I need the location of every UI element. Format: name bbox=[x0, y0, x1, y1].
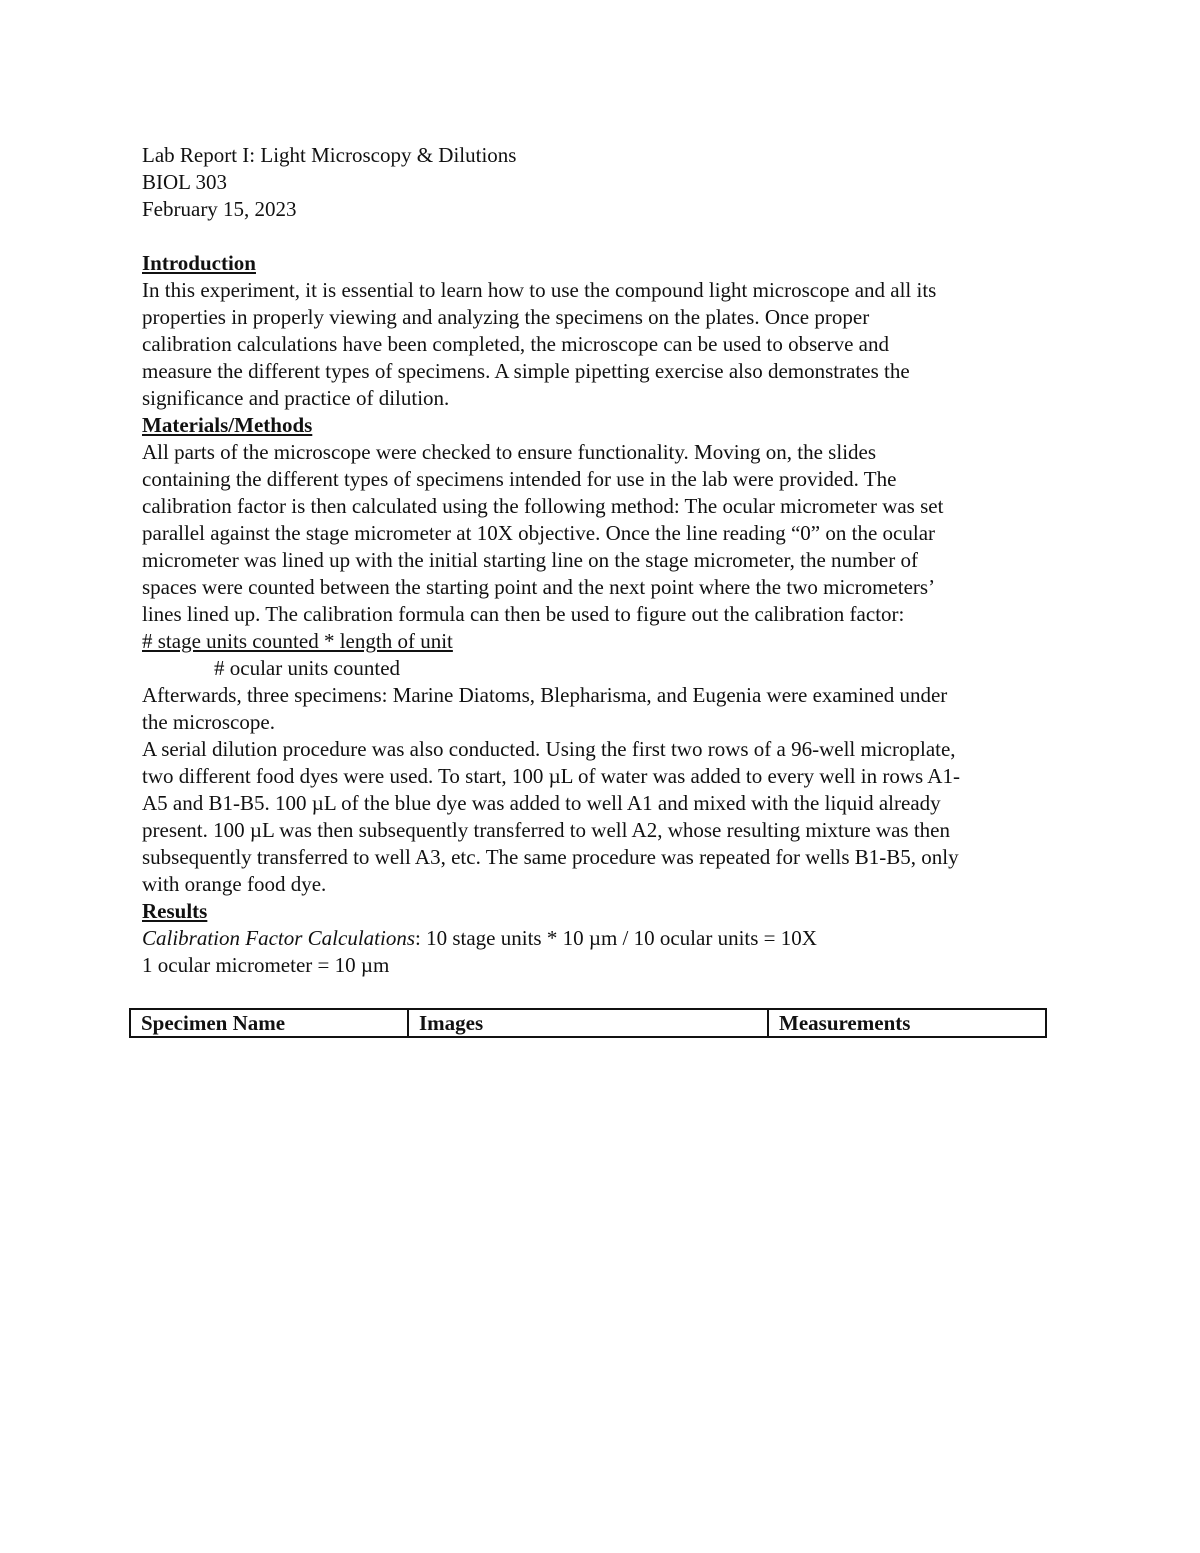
formula-numerator: # stage units counted * length of unit bbox=[142, 629, 453, 653]
table-header-row bbox=[130, 1009, 1046, 1037]
methods-line: A serial dilution procedure was also conducted. Using the first two rows of a 96-well microplate, bbox=[142, 737, 956, 761]
document-body bbox=[142, 142, 1062, 979]
introduction-heading: Introduction bbox=[142, 251, 256, 275]
methods-line: Afterwards, three specimens: Marine Diatoms, Blepharisma, and Eugenia were examined under bbox=[142, 683, 948, 707]
methods-line: micrometer was lined up with the initial starting line on the stage micrometer, the number of bbox=[142, 548, 918, 572]
column-header-images: Images bbox=[408, 1009, 768, 1037]
formula-denominator: # ocular units counted bbox=[214, 656, 401, 680]
calibration-label: Calibration Factor Calculations bbox=[142, 926, 416, 950]
methods-line: with orange food dye. bbox=[142, 872, 327, 896]
methods-line: All parts of the microscope were checked to ensure functionality. Moving on, the slides bbox=[142, 440, 877, 464]
course-code: BIOL 303 bbox=[142, 170, 227, 194]
results-heading-line bbox=[142, 898, 1062, 925]
methods-line: the microscope. bbox=[142, 710, 275, 734]
spacer bbox=[142, 223, 1062, 250]
calibration-text: : 10 stage units * 10 µm / 10 ocular units = 10X bbox=[415, 926, 817, 950]
methods-line: calibration factor is then calculated using the following method: The ocular micrometer was set bbox=[142, 494, 944, 518]
intro-line: significance and practice of dilution. bbox=[142, 386, 450, 410]
report-title: Lab Report I: Light Microscopy & Dilutions bbox=[142, 143, 517, 167]
methods-line: spaces were counted between the starting point and the next point where the two micrometers’ bbox=[142, 575, 936, 599]
methods-line: parallel against the stage micrometer at 10X objective. Once the line reading “0” on the ocular bbox=[142, 521, 936, 545]
methods-line: present. 100 µL was then subsequently transferred to well A2, whose resulting mixture was then bbox=[142, 818, 950, 842]
methods-heading-line bbox=[142, 412, 1062, 439]
ocular-micrometer-line: 1 ocular micrometer = 10 µm bbox=[142, 953, 390, 977]
column-header-specimen-name: Specimen Name bbox=[130, 1009, 408, 1037]
report-date: February 15, 2023 bbox=[142, 197, 297, 221]
formula-numerator-line bbox=[142, 628, 1062, 655]
methods-heading: Materials/Methods bbox=[142, 413, 313, 437]
methods-line: containing the different types of specimens intended for use in the lab were provided. The bbox=[142, 467, 897, 491]
methods-line: subsequently transferred to well A3, etc. The same procedure was repeated for wells B1-B5, only bbox=[142, 845, 959, 869]
intro-line: measure the different types of specimens. A simple pipetting exercise also demonstrates the bbox=[142, 359, 910, 383]
results-table bbox=[129, 1008, 1047, 1038]
intro-line: calibration calculations have been completed, the microscope can be used to observe and bbox=[142, 332, 889, 356]
methods-line: A5 and B1-B5. 100 µL of the blue dye was added to well A1 and mixed with the liquid already bbox=[142, 791, 941, 815]
column-header-measurements: Measurements bbox=[768, 1009, 1046, 1037]
methods-line: lines lined up. The calibration formula can then be used to figure out the calibration factor: bbox=[142, 602, 905, 626]
methods-line: two different food dyes were used. To start, 100 µL of water was added to every well in rows A1- bbox=[142, 764, 960, 788]
calibration-line bbox=[142, 925, 1062, 952]
intro-line: properties in properly viewing and analyzing the specimens on the plates. Once proper bbox=[142, 305, 870, 329]
introduction-heading-line bbox=[142, 250, 1062, 277]
intro-line: In this experiment, it is essential to learn how to use the compound light microscope and all its bbox=[142, 278, 937, 302]
results-heading: Results bbox=[142, 899, 208, 923]
